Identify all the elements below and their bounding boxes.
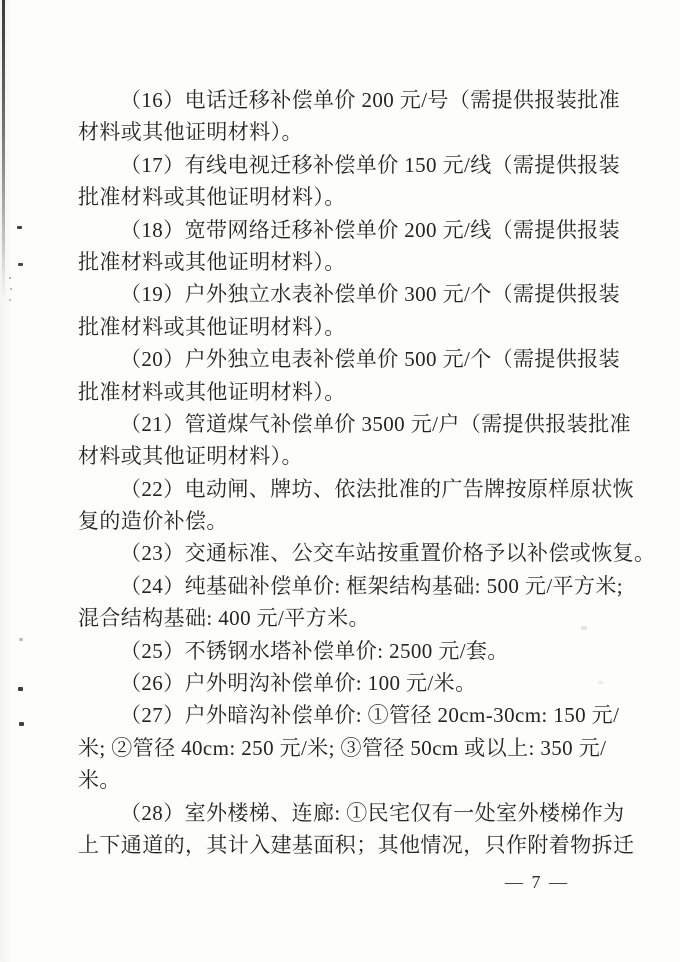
text-line: （25）不锈钢水塔补偿单价: 2500 元/套。 [120, 638, 509, 663]
text-line: 材料或其他证明材料）。 [78, 120, 303, 145]
text-line: （24）纯基础补偿单价: 框架结构基础: 500 元/平方米; [120, 573, 623, 598]
text-line: （19）户外独立水表补偿单价 300 元/个（需提供报装 [120, 282, 621, 307]
scan-speck [18, 687, 23, 691]
text-line: （20）户外独立电表补偿单价 500 元/个（需提供报装 [120, 347, 621, 372]
text-line: （22）电动闸、牌坊、依法批准的广告牌按原样原状恢 [120, 476, 634, 501]
text-line: 批准材料或其他证明材料）。 [78, 185, 346, 210]
scan-speck [18, 263, 23, 266]
text-line: 米。 [78, 768, 121, 793]
scan-speck [17, 226, 22, 229]
scan-speck [9, 299, 11, 301]
text-line: （27）户外暗沟补偿单价: ①管径 20cm-30cm: 150 元/ [120, 703, 620, 728]
page-number: — 7 — [505, 872, 569, 892]
scan-speck [19, 638, 23, 641]
text-line: （16）电话迁移补偿单价 200 元/号（需提供报装批准 [120, 88, 621, 112]
scan-speck [19, 722, 24, 726]
text-line: 混合结构基础: 400 元/平方米。 [78, 606, 370, 631]
scan-speck [10, 288, 12, 290]
scan-speck [9, 277, 11, 279]
text-line: 上下通道的，其计入建基面积；其他情况，只作附着物拆迁 [78, 832, 635, 857]
text-line: （23）交通标准、公交车站按重置价格予以补偿或恢复。 [120, 541, 656, 566]
text-line: （17）有线电视迁移补偿单价 150 元/线（需提供报装 [120, 152, 621, 177]
text-line: （28）室外楼梯、连廊: ①民宅仅有一处室外楼梯作为 [120, 800, 625, 825]
text-line: 批准材料或其他证明材料）。 [78, 379, 346, 404]
text-line: 米; ②管径 40cm: 250 元/米; ③管径 50cm 或以上: 350 元/ [78, 735, 607, 760]
text-line: 批准材料或其他证明材料）。 [78, 314, 346, 339]
text-line: 材料或其他证明材料）。 [78, 444, 303, 469]
text-line: 批准材料或其他证明材料）。 [78, 249, 346, 274]
text-line: （21）管道煤气补偿单价 3500 元/户（需提供报装批准 [120, 411, 631, 436]
document-body [78, 84, 656, 861]
scan-edge-artifact [2, 0, 5, 300]
text-line: （18）宽带网络迁移补偿单价 200 元/线（需提供报装 [120, 217, 621, 242]
text-line: 复的造价补偿。 [78, 509, 228, 534]
text-line: （26）户外明沟补偿单价: 100 元/米。 [120, 671, 477, 696]
